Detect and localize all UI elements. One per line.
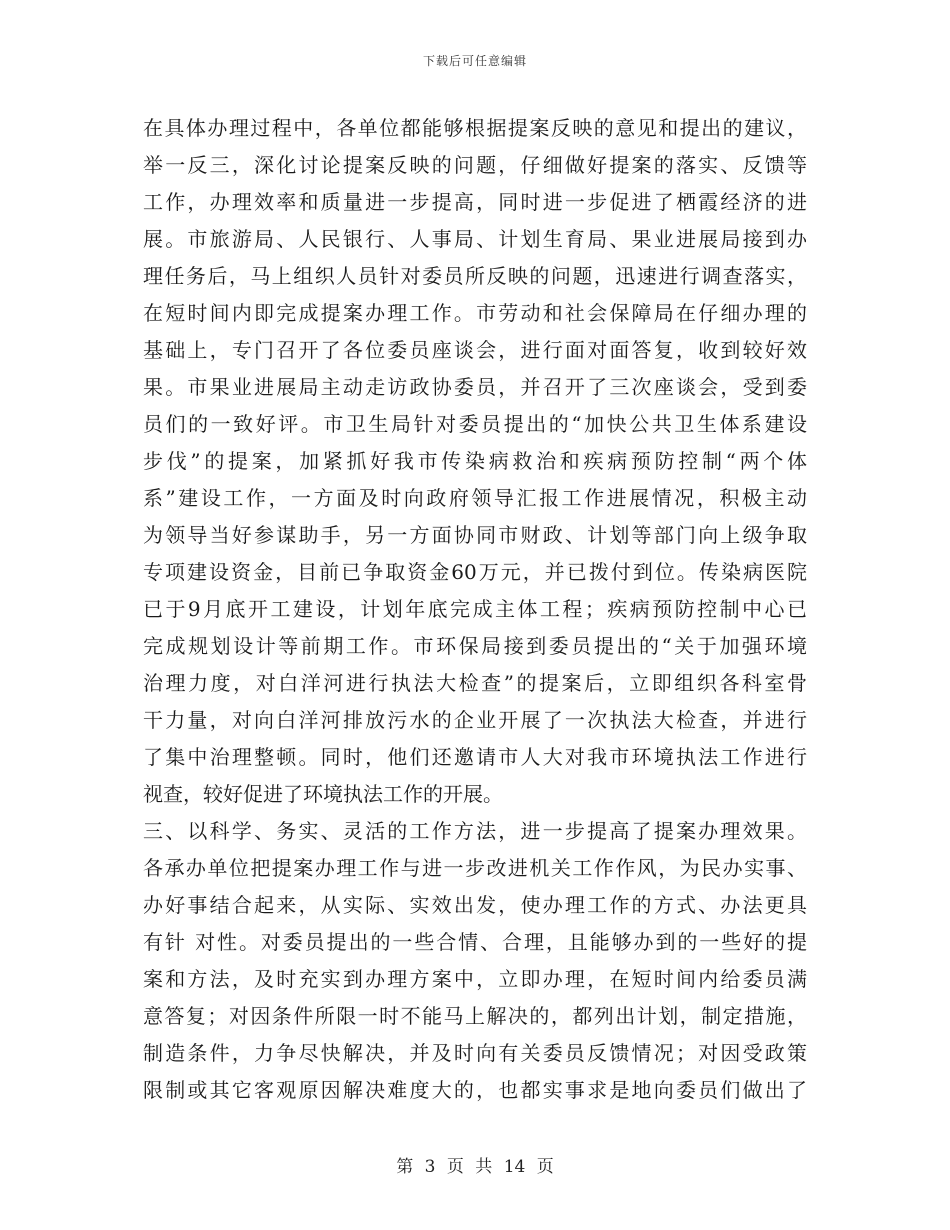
- text-line: 举一反三，深化讨论提案反映的问题，仔细做好提案的落实、反馈等: [143, 153, 807, 177]
- page-header: 下载后可任意编辑: [422, 54, 527, 68]
- text-line: 在具体办理过程中，各单位都能够根据提案反映的意见和提出的建议，: [143, 116, 807, 140]
- text-line: 制造条件，力争尽快解决，并及时向有关委员反馈情况；对因受政策: [143, 1041, 807, 1065]
- text-line: 限制或其它客观原因解决难度大的，也都实事求是地向委员们做出了: [143, 1078, 807, 1102]
- section-heading: 三、以科学、务实、灵活的工作方法，进一步提高了提案办理效果。: [143, 819, 807, 843]
- body-text: [143, 110, 807, 1109]
- text-line: 干力量，对向白洋河排放污水的企业开展了一次执法大检查，并进行: [143, 708, 807, 732]
- text-line: 工作，办理效率和质量进一步提高，同时进一步促进了栖霞经济的进: [143, 190, 807, 214]
- text-line: 了集中治理整顿。同时，他们还邀请市人大对我市环境执法工作进行: [143, 745, 807, 769]
- text-line: 视查，较好促进了环境执法工作的开展。: [143, 782, 503, 806]
- text-line: 案和方法，及时充实到办理方案中，立即办理，在短时间内给委员满: [143, 967, 807, 991]
- text-line: 专项建设资金，目前已争取资金60万元，并已拨付到位。传染病医院: [143, 560, 807, 584]
- text-line: 各承办单位把提案办理工作与进一步改进机关工作作风，为民办实事、: [143, 856, 807, 880]
- text-line: 已于9月底开工建设，计划年底完成主体工程；疾病预防控制中心已: [143, 597, 807, 621]
- page-footer: 第 3 页 共 14 页: [396, 1157, 554, 1177]
- text-line: 在短时间内即完成提案办理工作。市劳动和社会保障局在仔细办理的: [143, 301, 807, 325]
- text-line: 果。市果业进展局主动走访政协委员，并召开了三次座谈会，受到委: [143, 375, 807, 399]
- text-line: 员们的一致好评。市卫生局针对委员提出的“加快公共卫生体系建设: [143, 412, 807, 436]
- text-line: 基础上，专门召开了各位委员座谈会，进行面对面答复，收到较好效: [143, 338, 807, 362]
- text-line: 展。市旅游局、人民银行、人事局、计划生育局、果业进展局接到办: [143, 227, 807, 251]
- text-line: 办好事结合起来，从实际、实效出发，使办理工作的方式、办法更具: [143, 893, 807, 917]
- text-line: 系”建设工作，一方面及时向政府领导汇报工作进展情况，积极主动: [143, 486, 807, 510]
- text-line: 有针 对性。对委员提出的一些合情、合理，且能够办到的一些好的提: [143, 930, 807, 954]
- text-line: 理任务后，马上组织人员针对委员所反映的问题，迅速进行调查落实，: [143, 264, 807, 288]
- text-line: 治理力度，对白洋河进行执法大检查”的提案后，立即组织各科室骨: [143, 671, 807, 695]
- text-line: 为领导当好参谋助手，另一方面协同市财政、计划等部门向上级争取: [143, 523, 807, 547]
- text-line: 步伐”的提案，加紧抓好我市传染病救治和疾病预防控制“两个体: [143, 449, 807, 473]
- text-line: 意答复；对因条件所限一时不能马上解决的，都列出计划，制定措施，: [143, 1004, 807, 1028]
- text-line: 完成规划设计等前期工作。市环保局接到委员提出的“关于加强环境: [143, 634, 807, 658]
